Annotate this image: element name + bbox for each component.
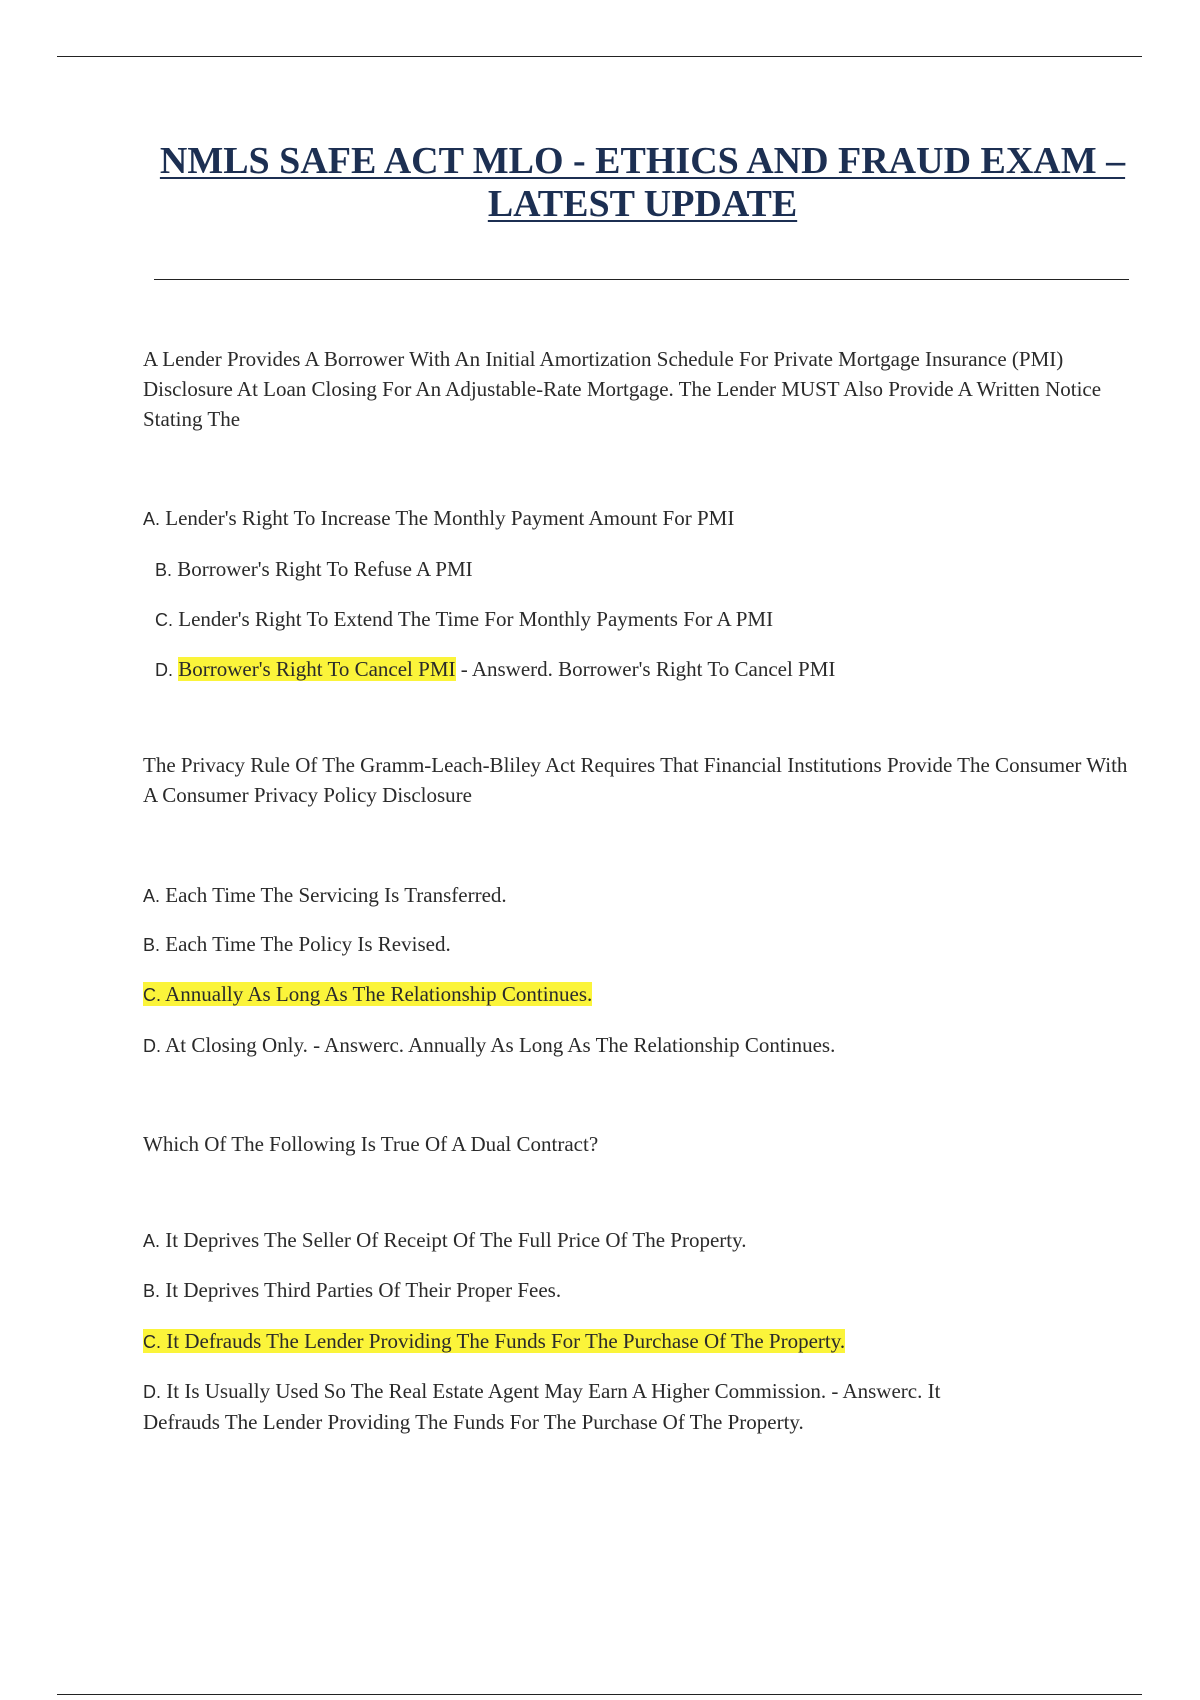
question-1-text: A Lender Provides A Borrower With An Initial Amortization Schedule For Private Mortgage Insurance (PMI) Disclosure At Loan Closing For An Adjustable-Rate Mortgage. The Lender MUST Also Provide A Written Notice Stating The	[143, 347, 1102, 431]
option-text: It Deprives The Seller Of Receipt Of The Full Price Of The Property.	[165, 1228, 747, 1252]
option-text: Lender's Right To Extend The Time For Monthly Payments For A PMI	[178, 607, 774, 631]
question-1-option-c	[155, 604, 773, 635]
option-text: Each Time The Servicing Is Transferred.	[165, 883, 507, 907]
option-text: At Closing Only. - Answerc. Annually As Long As The Relationship Continues.	[165, 1033, 836, 1057]
option-text: It Deprives Third Parties Of Their Proper Fees.	[165, 1278, 562, 1302]
document-title: NMLS SAFE ACT MLO - ETHICS AND FRAUD EXAM – LATEST UPDATE	[159, 140, 1126, 225]
option-text: Lender's Right To Increase The Monthly Payment Amount For PMI	[165, 506, 735, 530]
option-letter: D.	[155, 660, 173, 680]
option-text: It Is Usually Used So The Real Estate Agent May Earn A Higher Commission. - Answerc. It Defrauds The Lender Providing The Funds For The Purchase Of The Property.	[143, 1379, 941, 1434]
question-2-text: The Privacy Rule Of The Gramm-Leach-Bliley Act Requires That Financial Institutions Provide The Consumer With A Consumer Privacy Policy Disclosure	[143, 753, 1128, 807]
option-text: It Defrauds The Lender Providing The Funds For The Purchase Of The Property.	[166, 1329, 846, 1353]
option-letter: C.	[155, 610, 173, 630]
question-3-option-d	[143, 1376, 993, 1437]
question-3-option-c	[143, 1326, 845, 1357]
question-1-option-d	[155, 654, 835, 685]
answer-key-text: - Answerd. Borrower's Right To Cancel PMI	[455, 657, 836, 681]
question-2-option-c	[143, 979, 592, 1010]
question-2-option-a	[143, 880, 507, 911]
option-text: Each Time The Policy Is Revised.	[165, 932, 451, 956]
top-divider	[57, 56, 1142, 57]
question-2-option-b	[143, 929, 451, 960]
option-letter: A.	[143, 1231, 161, 1251]
option-letter: B.	[143, 935, 161, 955]
bottom-divider	[57, 1694, 1142, 1695]
highlighted-answer	[143, 982, 592, 1006]
option-letter: B.	[143, 1281, 161, 1301]
option-letter: D.	[143, 1382, 161, 1402]
option-letter: A.	[143, 886, 161, 906]
highlighted-answer: Borrower's Right To Cancel PMI	[178, 657, 456, 681]
option-letter: C.	[143, 985, 161, 1005]
option-letter: B.	[155, 560, 173, 580]
question-3-option-a	[143, 1225, 747, 1256]
title-divider	[154, 279, 1129, 280]
question-1-option-a	[143, 503, 734, 534]
option-letter: C.	[143, 1332, 161, 1352]
question-2-option-d	[143, 1030, 835, 1061]
option-text: Annually As Long As The Relationship Continues.	[165, 982, 593, 1006]
option-letter: D.	[143, 1036, 161, 1056]
question-1-option-b	[155, 554, 473, 585]
question-3-text: Which Of The Following Is True Of A Dual Contract?	[143, 1132, 599, 1156]
option-letter: A.	[143, 509, 161, 529]
question-3-option-b	[143, 1275, 561, 1306]
option-text: Borrower's Right To Refuse A PMI	[177, 557, 473, 581]
highlighted-answer	[143, 1329, 845, 1353]
